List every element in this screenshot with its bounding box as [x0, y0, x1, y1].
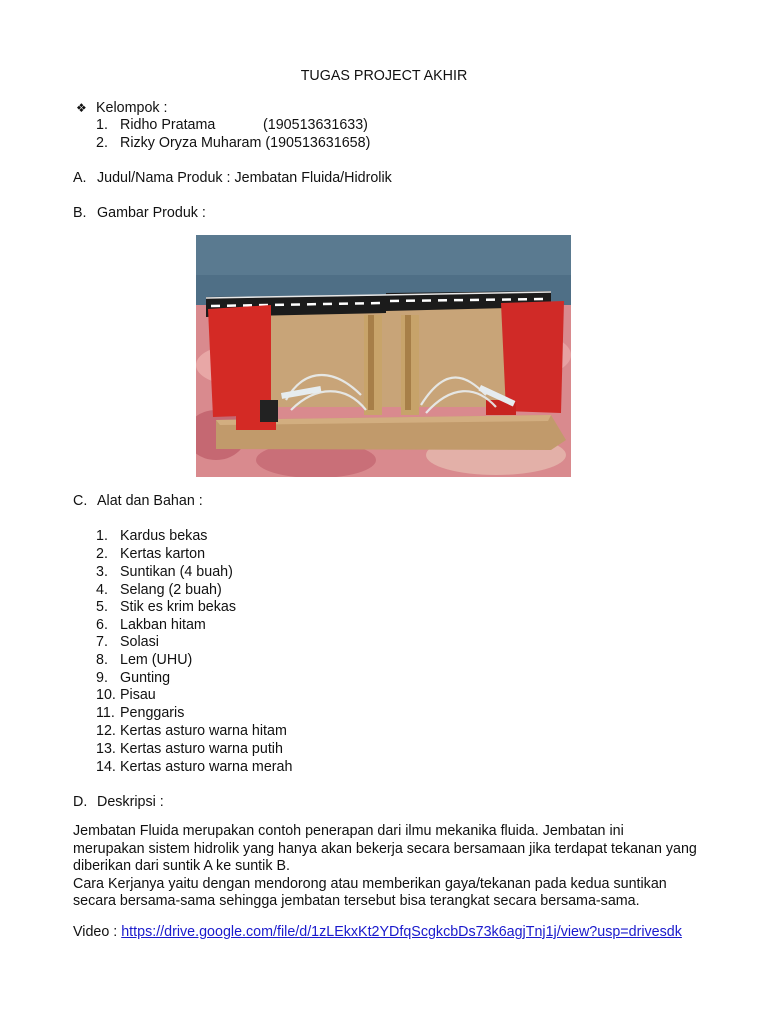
- list-text: Kertas asturo warna putih: [120, 741, 283, 757]
- list-number: 11.: [96, 705, 115, 721]
- description-line: merupakan sistem hidrolik yang hanya akan bekerja secara bersamaan jika terdapat tekanan yang: [73, 841, 697, 857]
- list-text: Stik es krim bekas: [120, 599, 236, 615]
- member-name: Ridho Pratama: [120, 117, 216, 133]
- section-a: [73, 169, 392, 187]
- member-row: [96, 116, 215, 134]
- list-item: [96, 527, 207, 545]
- list-item: [96, 598, 236, 616]
- description-line: Jembatan Fluida merupakan contoh penerapan dari ilmu mekanika fluida. Jembatan ini: [73, 823, 624, 839]
- list-text: Kardus bekas: [120, 528, 208, 544]
- list-text: Kertas asturo warna merah: [120, 759, 293, 775]
- section-letter: A.: [73, 170, 87, 186]
- list-item: [96, 740, 283, 758]
- section-d: [73, 793, 164, 811]
- member-name: Rizky Oryza Muharam: [120, 135, 262, 151]
- list-number: 14.: [96, 759, 116, 775]
- section-text: Deskripsi :: [97, 794, 164, 810]
- list-number: 9.: [96, 670, 108, 686]
- list-number: 3.: [96, 564, 108, 580]
- member-id: (190513631658): [265, 135, 371, 151]
- list-text: Kertas asturo warna hitam: [120, 723, 287, 739]
- bridge-model-image: [196, 235, 571, 477]
- section-letter: D.: [73, 794, 88, 810]
- member-id: (190513631633): [263, 117, 368, 133]
- list-number: 12.: [96, 723, 116, 739]
- section-text: Gambar Produk :: [97, 205, 206, 221]
- list-number: 10.: [96, 687, 116, 703]
- list-text: Kertas karton: [120, 546, 206, 562]
- list-text: Suntikan (4 buah): [120, 564, 233, 580]
- list-item: [96, 758, 292, 776]
- section-b: [73, 204, 206, 222]
- list-item: [96, 563, 233, 581]
- list-number: 13.: [96, 741, 116, 757]
- list-item: [96, 633, 159, 651]
- list-item: [96, 651, 192, 669]
- list-item: [96, 581, 222, 599]
- video-row: [73, 923, 682, 941]
- list-text: Selang (2 buah): [120, 582, 222, 598]
- member-number: 1.: [96, 117, 108, 133]
- list-item: [96, 704, 184, 722]
- list-number: 4.: [96, 582, 108, 598]
- section-c: [73, 492, 203, 510]
- description-line: diberikan dari suntik A ke suntik B.: [73, 858, 290, 874]
- list-text: Gunting: [120, 670, 171, 686]
- member-number: 2.: [96, 135, 108, 151]
- list-item: [96, 545, 205, 563]
- member-row: [96, 134, 370, 152]
- list-text: Solasi: [120, 634, 159, 650]
- list-text: Penggaris: [120, 705, 185, 721]
- section-letter: C.: [73, 493, 88, 509]
- video-link[interactable]: https://drive.google.com/file/d/1zLEkxKt2YDfqScgkcbDs73k6agjTnj1j/view?usp=drivesdk: [121, 924, 682, 940]
- description-line: Cara Kerjanya yaitu dengan mendorong atau memberikan gaya/tekanan pada kedua suntikan: [73, 876, 667, 892]
- list-item: [96, 722, 287, 740]
- list-text: Lem (UHU): [120, 652, 193, 668]
- list-text: Lakban hitam: [120, 617, 206, 633]
- section-text: Alat dan Bahan :: [97, 493, 203, 509]
- list-number: 6.: [96, 617, 108, 633]
- page-title: TUGAS PROJECT AKHIR: [300, 68, 468, 84]
- section-text: Judul/Nama Produk : Jembatan Fluida/Hidrolik: [97, 170, 392, 186]
- list-text: Pisau: [120, 687, 156, 703]
- video-label: Video :: [73, 924, 122, 940]
- list-number: 7.: [96, 634, 108, 650]
- list-number: 8.: [96, 652, 108, 668]
- list-item: [96, 616, 206, 634]
- diamond-bullet-icon: ❖: [76, 101, 87, 115]
- list-number: 1.: [96, 528, 108, 544]
- product-photo: [196, 235, 571, 477]
- description-line: secara bersama-sama sehingga jembatan tersebut bisa terangkat secara bersama-sama.: [73, 893, 640, 909]
- list-item: [96, 686, 156, 704]
- kelompok-heading: [76, 99, 168, 117]
- list-item: [96, 669, 170, 687]
- section-letter: B.: [73, 205, 87, 221]
- list-number: 2.: [96, 546, 108, 562]
- kelompok-label: Kelompok :: [96, 100, 168, 116]
- list-number: 5.: [96, 599, 108, 615]
